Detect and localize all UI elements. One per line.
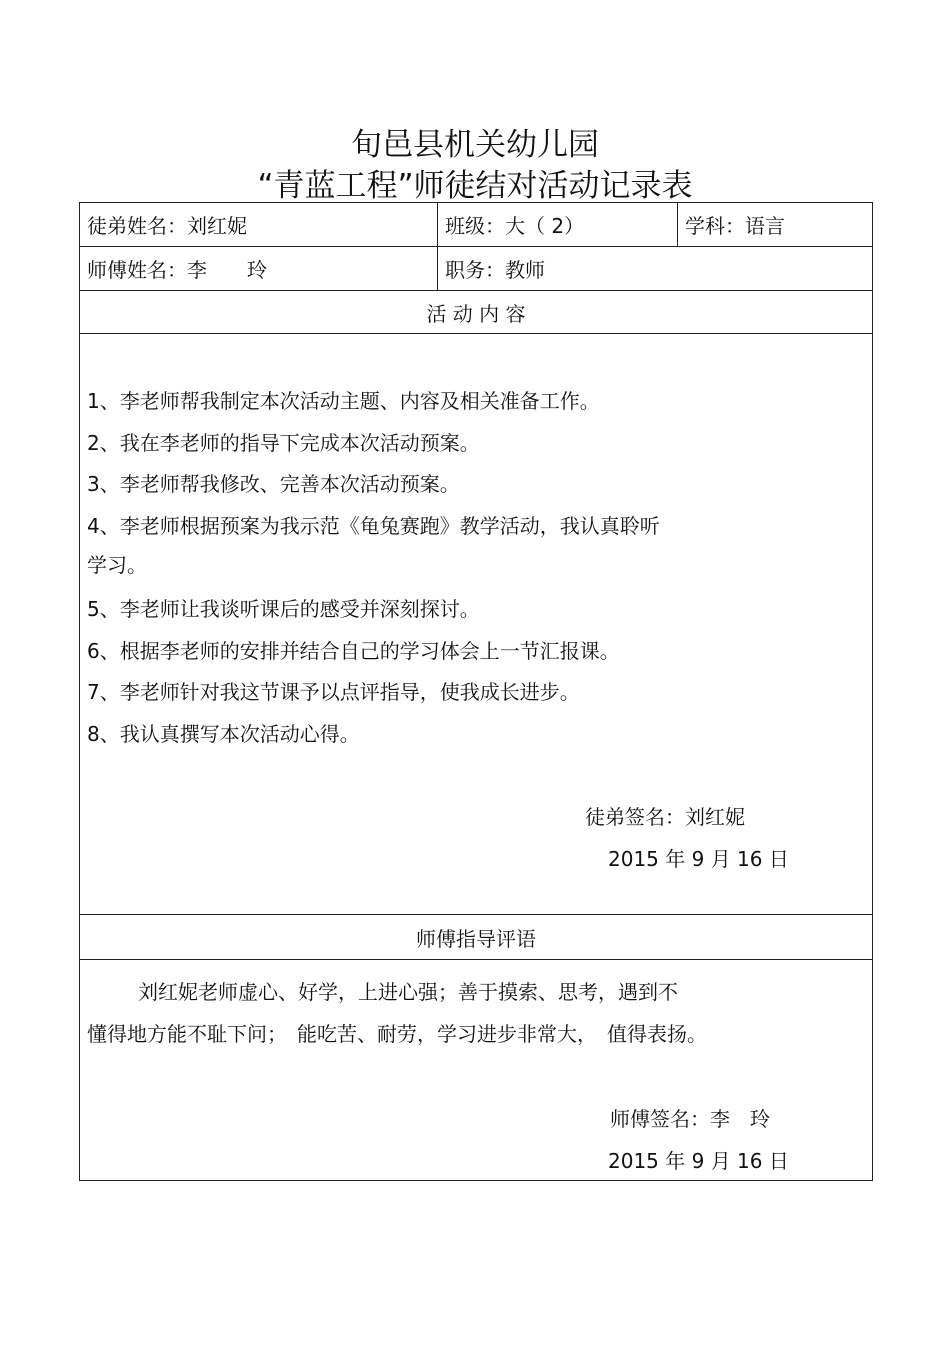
activity-item: 8、我认真撰写本次活动心得。 — [87, 722, 360, 746]
class-field: 班级：大（ 2） — [437, 203, 677, 246]
apprentice-row — [80, 203, 872, 247]
activity-content — [80, 334, 872, 915]
subject-field: 学科：语言 — [677, 203, 874, 246]
comment-line: 刘红妮老师虚心、好学，上进心强；善于摸索、思考，遇到不 — [138, 980, 678, 1004]
apprentice-date: 2015 年 9 月 16 日 — [608, 847, 789, 871]
comment-content — [80, 960, 872, 1182]
comment-heading: 师傅指导评语 — [416, 926, 536, 951]
mentor-signature: 师傅签名：李 玲 — [610, 1107, 770, 1131]
activity-item: 2、我在李老师的指导下完成本次活动预案。 — [87, 431, 480, 455]
activity-item: 6、根据李老师的安排并结合自己的学习体会上一节汇报课。 — [87, 639, 620, 663]
comment-line: 懂得地方能不耻下问； 能吃苦、耐劳，学习进步非常大， 值得表扬。 — [87, 1022, 707, 1046]
activity-item: 3、李老师帮我修改、完善本次活动预案。 — [87, 472, 460, 496]
mentor-date: 2015 年 9 月 16 日 — [608, 1149, 789, 1173]
position-field: 职务：教师 — [437, 247, 874, 290]
mentor-name: 师傅姓名：李 玲 — [87, 258, 267, 282]
activity-item: 4、李老师根据预案为我示范《龟兔赛跑》教学活动，我认真聆听 — [87, 514, 660, 538]
form-title: “青蓝工程”师徒结对活动记录表 — [257, 168, 693, 204]
record-form — [79, 202, 873, 1181]
activity-item: 5、李老师让我谈听课后的感受并深刻探讨。 — [87, 597, 480, 621]
activity-item: 1、李老师帮我制定本次活动主题、内容及相关准备工作。 — [87, 389, 600, 413]
activity-heading: 活 动 内 容 — [426, 301, 526, 326]
comment-heading-row — [80, 915, 872, 960]
activity-item: 7、李老师针对我这节课予以点评指导，使我成长进步。 — [87, 680, 580, 704]
school-name: 旬邑县机关幼儿园 — [351, 127, 599, 163]
activity-item: 学习。 — [87, 553, 147, 577]
apprentice-signature: 徒弟签名：刘红妮 — [585, 805, 745, 829]
apprentice-name: 徒弟姓名：刘红妮 — [87, 214, 247, 238]
activity-heading-row — [80, 291, 872, 334]
mentor-row — [80, 247, 872, 291]
